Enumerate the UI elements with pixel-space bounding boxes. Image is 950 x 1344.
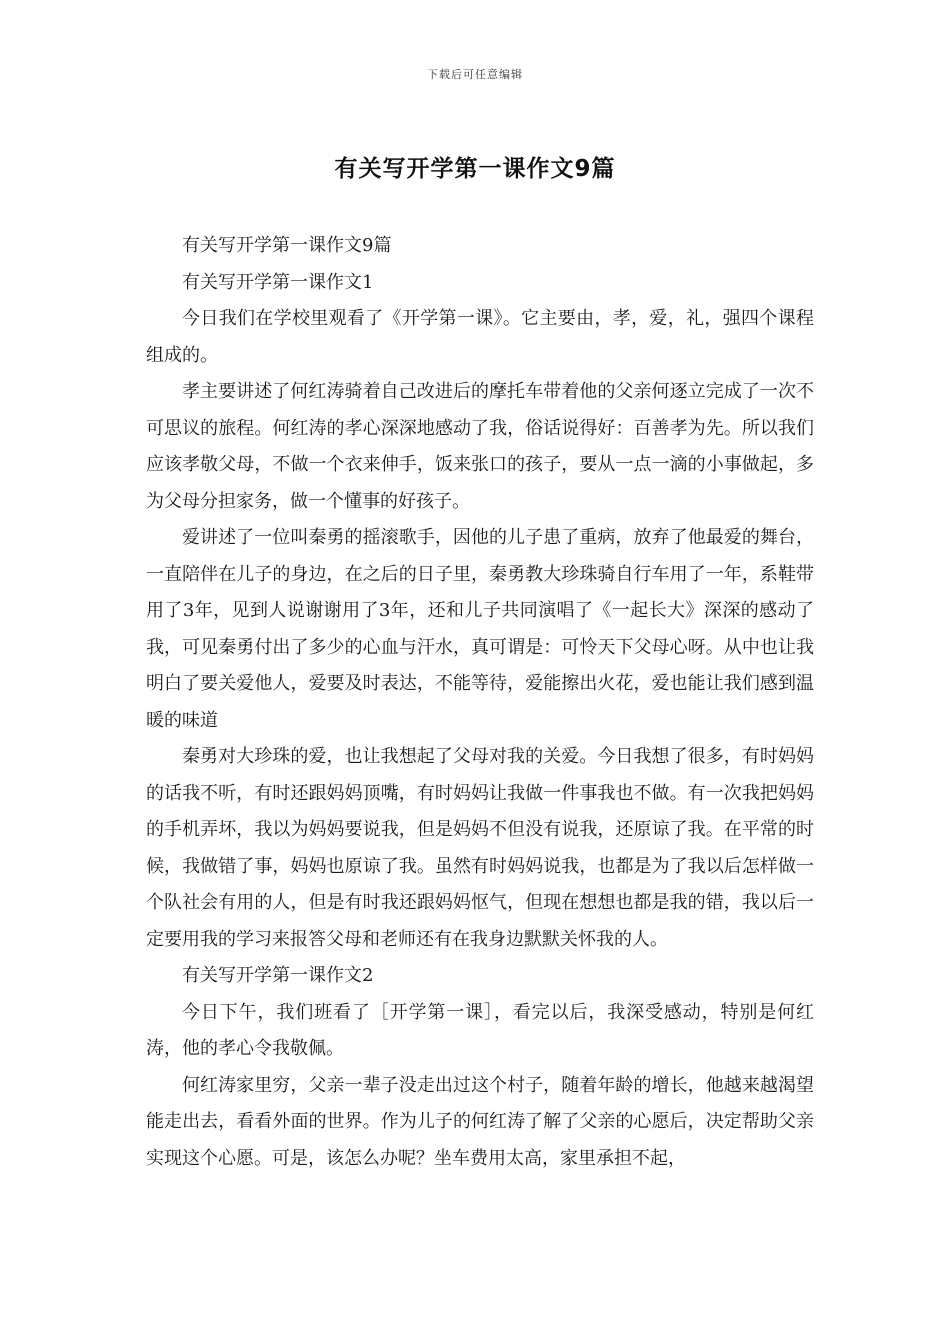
paragraph: 何红涛家里穷，父亲一辈子没走出过这个村子，随着年龄的增长，他越来越渴望能走出去，看看外面的世界。作为儿子的何红涛了解了父亲的心愿后，决定帮助父亲实现这个心愿。可是，该怎么办呢？坐车费用太高，家里承担不起，: [146, 1074, 814, 1169]
paragraph: 今日我们在学校里观看了《开学第一课》。它主要由，孝，爱，礼，强四个课程组成的。: [146, 308, 814, 366]
paragraph: 孝主要讲述了何红涛骑着自己改进后的摩托车带着他的父亲何逐立完成了一次不可思议的旅程。何红涛的孝心深深地感动了我，俗话说得好：百善孝为先。所以我们应该孝敬父母，不做一个衣来伸手，饭来张口的孩子，要从一点一滴的小事做起，多为父母分担家务，做一个懂事的好孩子。: [146, 381, 814, 512]
paragraph-section-heading-2: 有关写开学第一课作文2: [182, 965, 374, 986]
paragraph-subtitle: 有关写开学第一课作文9篇: [182, 235, 392, 256]
paragraph-section-heading-1: 有关写开学第一课作文1: [182, 271, 374, 293]
header-note: 下载后可任意编辑: [427, 68, 523, 81]
document-title: 有关写开学第一课作文9篇: [334, 156, 616, 182]
document-body: [146, 228, 814, 1177]
paragraph: 秦勇对大珍珠的爱，也让我想起了父母对我的关爱。今日我想了很多，有时妈妈的话我不听，有时还跟妈妈顶嘴，有时妈妈让我做一件事我也不做。有一次我把妈妈的手机弄坏，我以为妈妈要说我，但是妈妈不但没有说我，还原谅了我。在平常的时候，我做错了事，妈妈也原谅了我。虽然有时妈妈说我，也都是为了我以后怎样做一个队社会有用的人，但是有时我还跟妈妈怄气，但现在想想也都是我的错，我以后一定要用我的学习来报答父母和老师还有在我身边默默关怀我的人。: [146, 746, 814, 950]
paragraph: 今日下午，我们班看了［开学第一课］，看完以后，我深受感动，特别是何红涛，他的孝心令我敬佩。: [146, 1001, 814, 1059]
paragraph: 爱讲述了一位叫秦勇的摇滚歌手，因他的儿子患了重病，放弃了他最爱的舞台，一直陪伴在儿子的身边，在之后的日子里，秦勇教大珍珠骑自行车用了一年，系鞋带用了3年，见到人说谢谢用了3年，还和儿子共同演唱了《一起长大》深深的感动了我，可见秦勇付出了多少的心血与汗水，真可谓是：可怜天下父母心呀。从中也让我明白了要关爱他人，爱要及时表达，不能等待，爱能擦出火花，爱也能让我们感到温暖的味道: [146, 527, 814, 731]
